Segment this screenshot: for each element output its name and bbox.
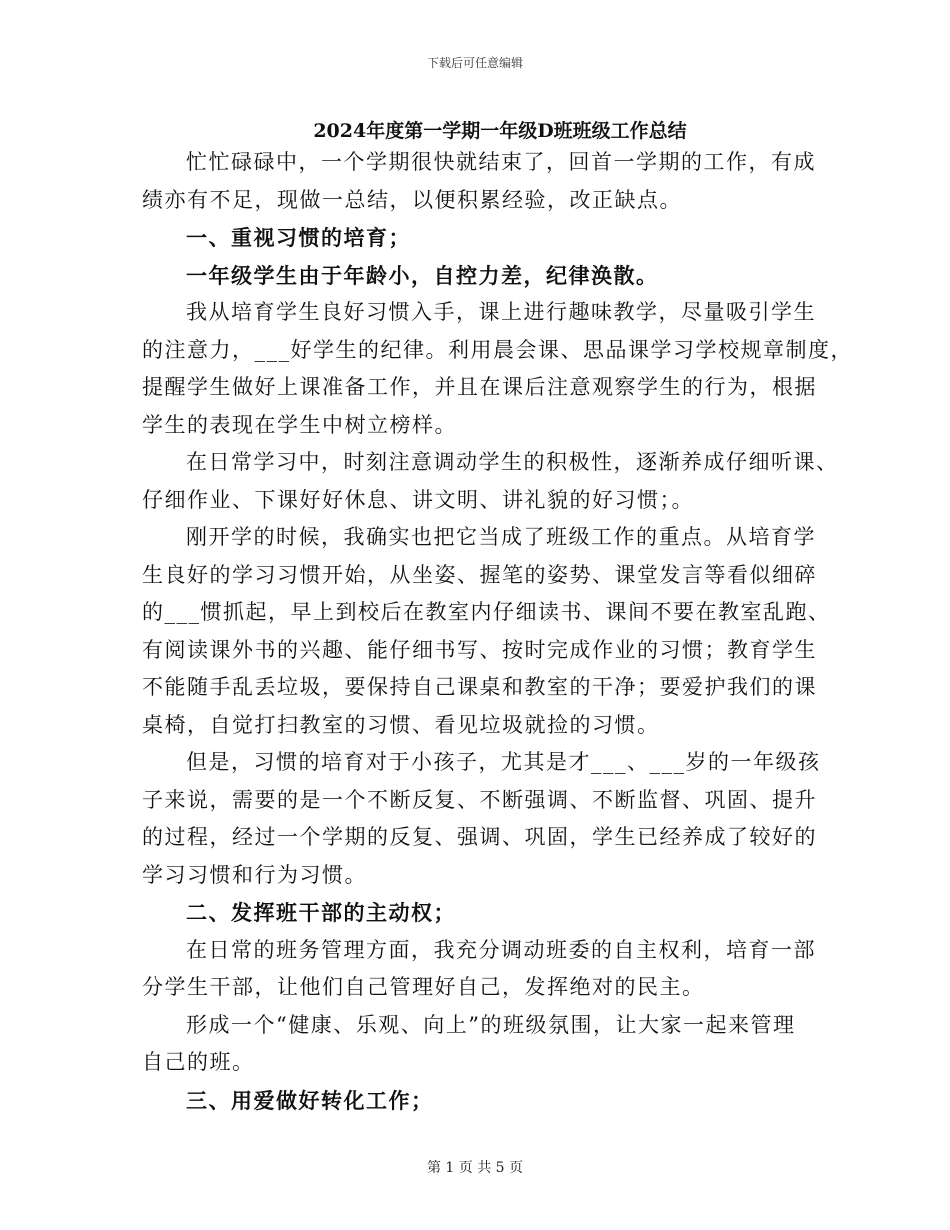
paragraph-line: 学生的表现在学生中树立榜样。 <box>142 412 457 437</box>
paragraph-line: 生良好的学习习惯开始，从坐姿、握笔的姿势、课堂发言等看似细碎 <box>142 562 817 587</box>
paragraph-line: 的___惯抓起，早上到校后在教室内仔细读书、课间不要在教室乱跑、 <box>142 600 831 624</box>
paragraph-line: 但是，习惯的培育对于小孩子，尤其是才___、___岁的一年级孩 <box>186 750 821 774</box>
paragraph-line: 刚开学的时候，我确实也把它当成了班级工作的重点。从培育学 <box>186 525 816 549</box>
page-footer: 第 1 页 共 5 页 <box>426 1160 524 1176</box>
paragraph-line: 分学生干部，让他们自己管理好自己，发挥绝对的民主。 <box>142 975 705 999</box>
paragraph-line: 绩亦有不足，现做一总结，以便积累经验，改正缺点。 <box>142 187 682 212</box>
paragraph-line: 子来说，需要的是一个不断反复、不断强调、不断监督、巩固、提升 <box>142 787 817 812</box>
header-note: 下载后可任意编辑 <box>426 56 523 70</box>
section-heading: 一、重视习惯的培育； <box>186 225 411 250</box>
section-heading: 三、用爱做好转化工作； <box>186 1087 434 1113</box>
paragraph-line: 提醒学生做好上课准备工作，并且在课后注意观察学生的行为，根据 <box>142 375 817 399</box>
paragraph-line: 在日常学习中，时刻注意调动学生的积极性，逐渐养成仔细听课、 <box>186 450 839 474</box>
paragraph-line: 我从培育学生良好习惯入手，课上进行趣味教学，尽量吸引学生 <box>186 300 816 324</box>
document-title: 2024年度第一学期一年级D班班级工作总结 <box>313 120 687 142</box>
paragraph-line: 形成一个“健康、乐观、向上”的班级氛围，让大家一起来管理 <box>186 1012 796 1037</box>
paragraph-line: 不能随手乱丢垃圾，要保持自己课桌和教室的干净；要爱护我们的课 <box>142 675 817 699</box>
paragraph-line: 自己的班。 <box>142 1050 255 1074</box>
paragraph-line: 的注意力，___好学生的纪律。利用晨会课、思品课学习学校规章制度， <box>142 337 853 362</box>
paragraph-line: 桌椅，自觉打扫教室的习惯、看见垃圾就捡的习惯。 <box>142 712 660 737</box>
paragraph-line: 学习习惯和行为习惯。 <box>142 862 367 887</box>
paragraph-line: 忙忙碌碌中，一个学期很快就结束了，回首一学期的工作，有成 <box>186 150 816 174</box>
section-heading: 一年级学生由于年龄小，自控力差，纪律涣散。 <box>186 262 659 288</box>
paragraph-line: 在日常的班务管理方面，我充分调动班委的自主权利，培育一部 <box>186 937 816 962</box>
paragraph-line: 的过程，经过一个学期的反复、强调、巩固，学生已经养成了较好的 <box>142 825 817 849</box>
paragraph-line: 有阅读课外书的兴趣、能仔细书写、按时完成作业的习惯；教育学生 <box>142 637 817 662</box>
document-body <box>142 144 853 1119</box>
section-heading: 二、发挥班干部的主动权； <box>186 900 456 925</box>
paragraph-line: 仔细作业、下课好好休息、讲文明、讲礼貌的好习惯；。 <box>142 487 694 512</box>
